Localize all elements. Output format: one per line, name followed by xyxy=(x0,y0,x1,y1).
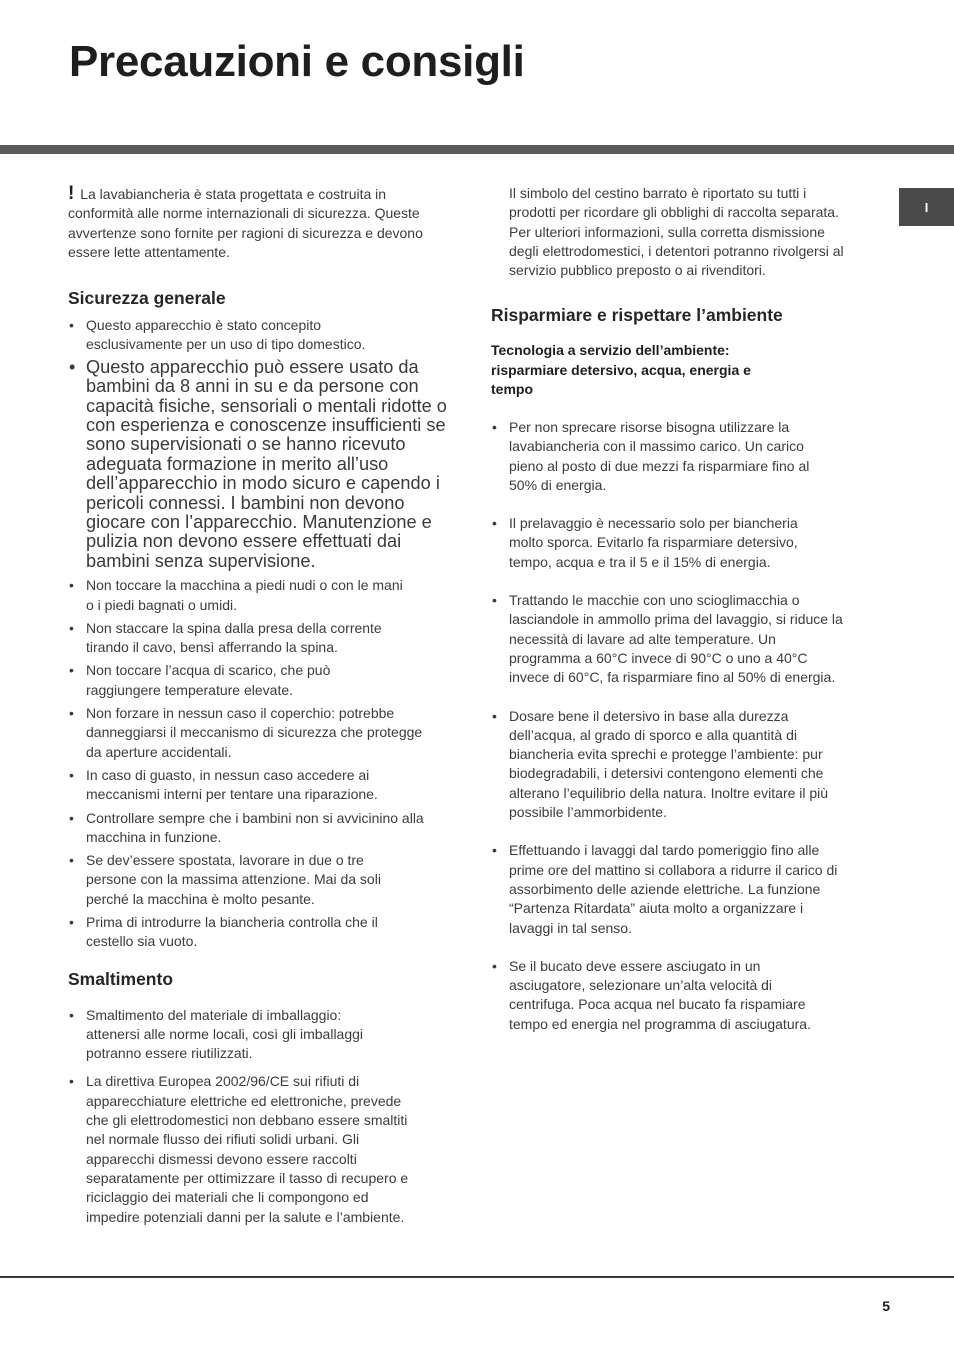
list-item: • Dosare bene il detersivo in base alla durezza dell’acqua, al grado di sporco e alla quantità di biancheria evita sprechi e protegge l’ambiente: pur biodegradabili, i detersivi contengono elementi che alterano l’equilibrio della natura. Inoltre evitare il più possibile l’ammorbidente. xyxy=(491,707,849,823)
list-item: • Smaltimento del materiale di imballaggio: attenersi alle norme locali, così gli imballaggi potranno essere riutilizzati. xyxy=(68,1006,396,1064)
list-item: • Trattando le macchie con uno scioglimacchia o lasciandole in ammollo prima del lavaggio, si riduce la necessità di lavare ad alte temperature. Un programma a 60°C invece di 90°C o uno a 40°C invece di 60°C, fa risparmiare fino al 50% di energia. xyxy=(491,591,843,687)
list-item: • Se il bucato deve essere asciugato in un asciugatore, selezionare un’alta velocità di centrifuga. Poca acqua nel bucato fa rispamiare tempo ed energia nel programma di asciugatura. xyxy=(491,957,839,1034)
list-item: • Questo apparecchio è stato concepito esclusivamente per un uso di tipo domestico. xyxy=(68,316,416,355)
sicurezza-list xyxy=(68,316,448,951)
page-number: 5 xyxy=(882,1298,890,1314)
page-title: Precauzioni e consigli xyxy=(69,37,525,86)
section-heading-smaltimento: Smaltimento xyxy=(68,968,174,989)
list-item: • La direttiva Europea 2002/96/CE sui rifiuti di apparecchiature elettriche ed elettroniche, prevede che gli elettrodomestici non debbano essere smaltiti nel normale flusso dei rifiuti solidi urbani. Gli apparecchi dismessi devono essere raccolti separatamente per ottimizzare il tasso di recupero e riciclaggio dei materiali che li compongono ed impedire potenziali danni per la salute e l’ambiente. xyxy=(68,1072,424,1226)
list-item: • Prima di introdurre la biancheria controlla che il cestello sia vuoto. xyxy=(68,913,416,952)
section-heading-sicurezza: Sicurezza generale xyxy=(68,288,226,309)
list-item: • Effettuando i lavaggi dal tardo pomeriggio fino alle prime ore del mattino si collabora a ridurre il carico di assorbimento delle aziende elettriche. La funzione “Partenza Ritardata” aiuta molto a organizzare i lavaggi in tal senso. xyxy=(491,841,849,937)
footer-divider xyxy=(0,1276,954,1278)
list-item: • Se dev’essere spostata, lavorare in due o tre persone con la massima attenzione. Mai da soli perché la macchina è molto pesante. xyxy=(68,851,416,909)
risparmiare-list xyxy=(491,418,851,1034)
list-item: • Per non sprecare risorse bisogna utilizzare la lavabiancheria con il massimo carico. Un carico pieno al posto di due mezzi fa risparmiare fino al 50% di energia. xyxy=(491,418,839,495)
list-item: • Non toccare la macchina a piedi nudi o con le mani o i piedi bagnati o umidi. xyxy=(68,576,406,615)
subsection-heading-tecnologia: Tecnologia a servizio dell’ambiente: risparmiare detersivo, acqua, energia e tempo xyxy=(491,342,751,398)
list-item-highlight: • Questo apparecchio può essere usato da bambini da 8 anni in su e da persone con capacità fisiche, sensoriali o mentali ridotte o con esperienza e conoscenze insufficienti se sono supervisionati o se hanno ricevuto adeguata formazione in merito all’uso dell’apparecchio in modo sicuro e capendo i pericoli connessi. I bambini non devono giocare con l’apparecchio. Manutenzione e pulizia non devono essere effettuati dai bambini senza supervisione. xyxy=(68,358,448,571)
section-heading-risparmiare: Risparmiare e rispettare l’ambiente xyxy=(491,305,783,326)
intro-warning xyxy=(68,184,440,262)
list-item: • Non staccare la spina dalla presa della corrente tirando il cavo, bensì afferrando la spina. xyxy=(68,619,416,658)
list-item: • Non forzare in nessun caso il coperchio: potrebbe danneggiarsi il meccanismo di sicurezza che protegge da aperture accidentali. xyxy=(68,704,431,762)
language-tab: I xyxy=(899,188,954,226)
right-column xyxy=(491,184,851,1034)
cestino-text: Il simbolo del cestino barrato è riportato su tutti i prodotti per ricordare gli obblighi di raccolta separata. Per ulteriori informazioni, sulla corretta dismissione degli elettrodomestici, i detentori potranno rivolgersi al servizio pubblico preposto o ai rivenditori. xyxy=(509,185,844,279)
intro-text: La lavabiancheria è stata progettata e costruita in conformità alle norme internazionali di sicurezza. Queste avvertenze sono fornite per ragioni di sicurezza e devono essere lette attentamente. xyxy=(68,186,423,260)
left-column xyxy=(68,184,448,1227)
list-item: • Controllare sempre che i bambini non si avvicinino alla macchina in funzione. xyxy=(68,809,431,848)
smaltimento-list xyxy=(68,1006,448,1227)
list-item: • Il prelavaggio è necessario solo per biancheria molto sporca. Evitarlo fa risparmiare detersivo, tempo, acqua e tra il 5 e il 15% di energia. xyxy=(491,514,829,572)
header-divider xyxy=(0,145,954,154)
list-item: • In caso di guasto, in nessun caso accedere ai meccanismi interni per tentare una riparazione. xyxy=(68,766,416,805)
warning-icon: ! xyxy=(68,183,75,204)
list-item: • Non toccare l’acqua di scarico, che può raggiungere temperature elevate. xyxy=(68,661,376,700)
